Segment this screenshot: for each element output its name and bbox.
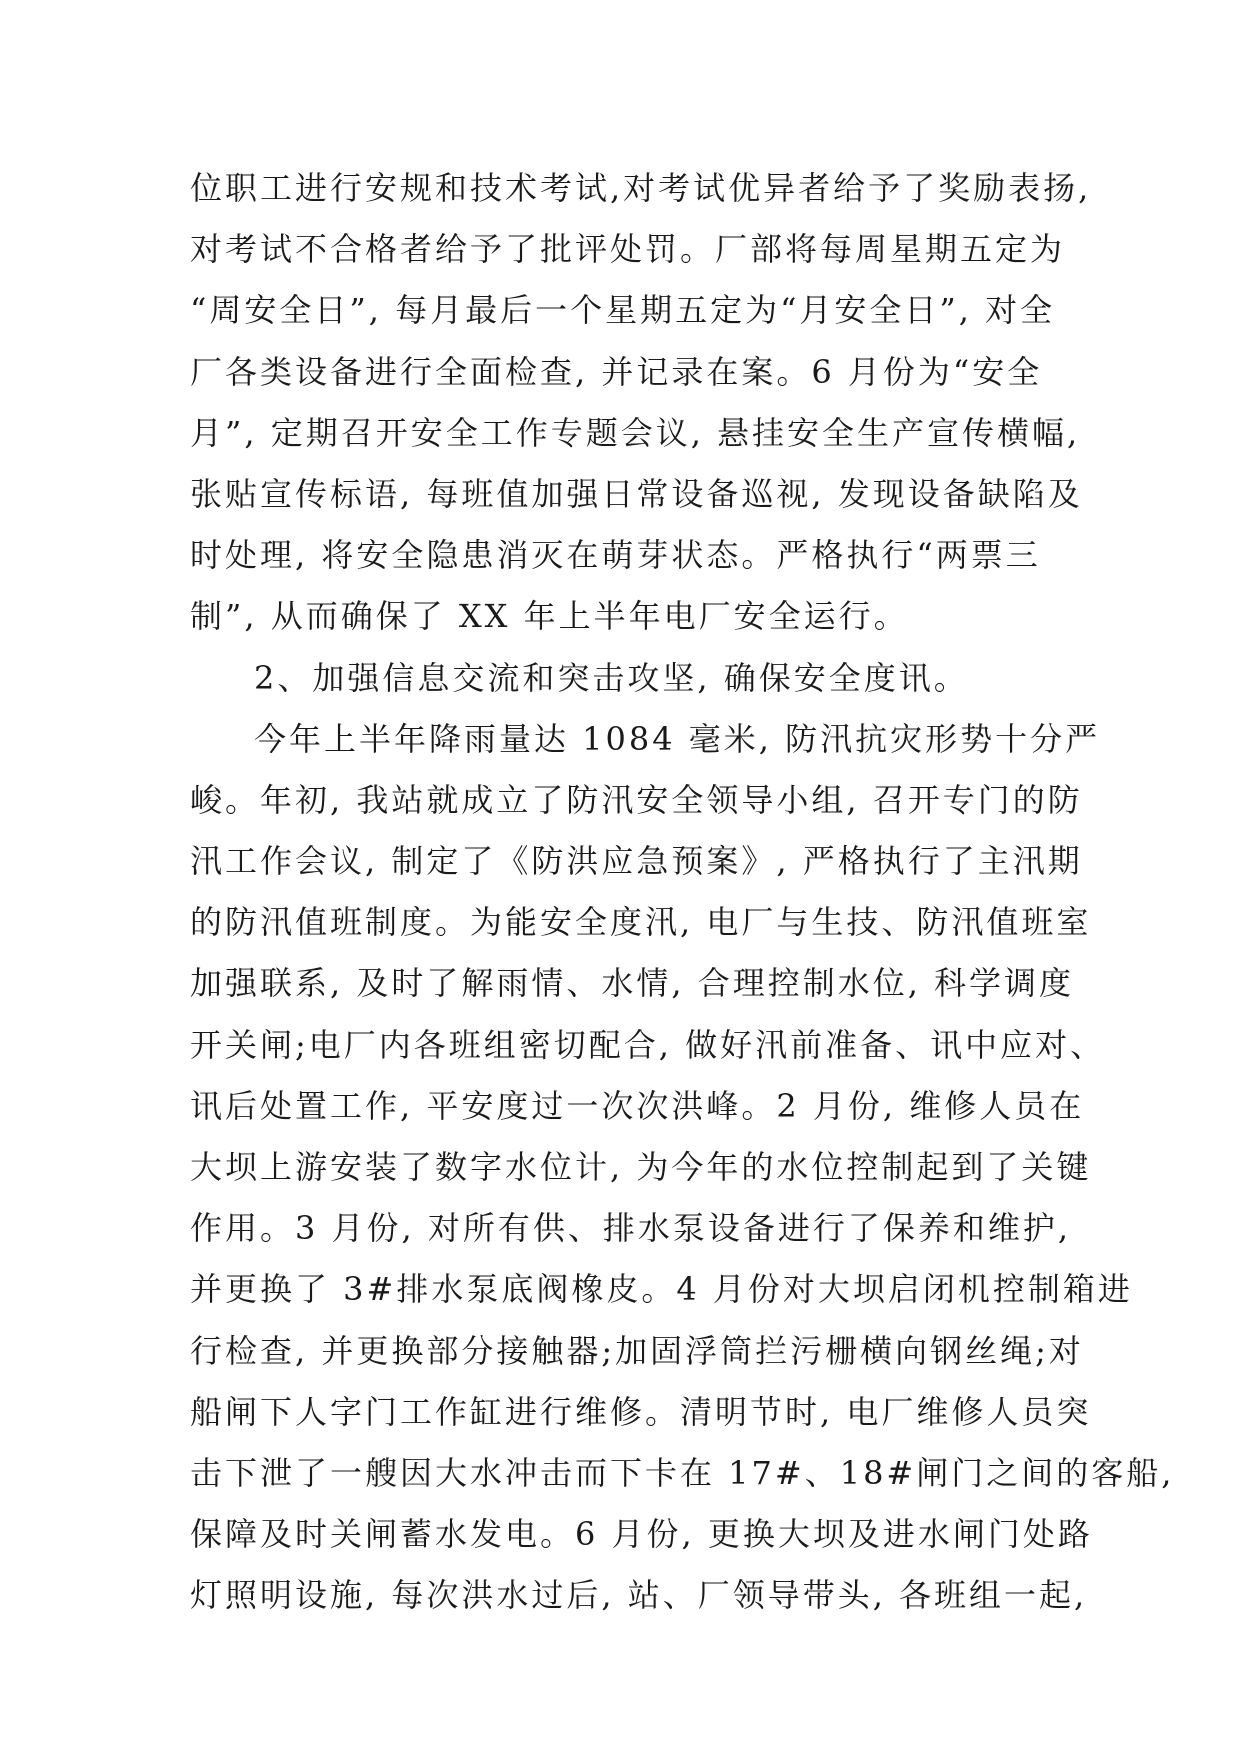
text-line: 位职工进行安规和技术考试,对考试优异者给予了奖励表扬, (190, 169, 1092, 207)
text-line: 并更换了 3#排水泵底阀橡皮。4 月份对大坝启闭机控制箱进 (190, 1270, 1133, 1309)
text-line: 月”, 定期召开安全工作专题会议, 悬挂安全生产宣传横幅, (190, 413, 1081, 452)
text-line: 行检查, 并更换部分接触器;加固浮筒拦污栅横向钢丝绳;对 (190, 1331, 1084, 1370)
text-line: 灯照明设施, 每次洪水过后, 站、厂领导带头, 各班组一起, (190, 1576, 1088, 1615)
text-line: 制”, 从而确保了 XX 年上半年电厂安全运行。 (190, 597, 909, 636)
text-line: 作用。3 月份, 对所有供、排水泵设备进行了保养和维护, (190, 1209, 1072, 1248)
text-line: 时处理, 将安全隐患消灭在萌芽状态。严格执行“两票三 (190, 536, 1041, 575)
text-line: “周安全日”, 每月最后一个星期五定为“月安全日”, 对全 (190, 291, 1056, 330)
text-line: 大坝上游安装了数字水位计, 为今年的水位控制起到了关键 (190, 1148, 1092, 1186)
body-text (190, 158, 1175, 1627)
paragraph-start: 今年上半年降雨量达 1084 毫米, 防汛抗灾形势十分严 (254, 719, 1101, 758)
text-line: 的防汛值班制度。为能安全度汛, 电厂与生技、防汛值班室 (190, 903, 1092, 942)
text-line: 讯后处置工作, 平安度过一次次洪峰。2 月份, 维修人员在 (190, 1086, 1085, 1125)
text-line: 开关闸;电厂内各班组密切配合, 做好汛前准备、讯中应对、 (190, 1025, 1106, 1064)
text-line: 厂各类设备进行全面检查, 并记录在案。6 月份为“安全 (190, 352, 1043, 391)
text-line: 汛工作会议, 制定了《防洪应急预案》, 严格执行了主汛期 (190, 842, 1083, 881)
text-line: 加强联系, 及时了解雨情、水情, 合理控制水位, 科学调度 (190, 964, 1075, 1003)
text-line: 对考试不合格者给予了批评处罚。厂部将每周星期五定为 (190, 230, 1066, 269)
section-heading: 2、加强信息交流和突击攻坚, 确保安全度讯。 (254, 658, 969, 697)
text-line: 船闸下人字门工作缸进行维修。清明节时, 电厂维修人员突 (190, 1392, 1092, 1431)
text-line: 保障及时关闸蓄水发电。6 月份, 更换大坝及进水闸门处路 (190, 1515, 1093, 1554)
text-line: 峻。年初, 我站就成立了防汛安全领导小组, 召开专门的防 (190, 780, 1083, 819)
text-line: 击下泄了一艘因大水冲击而下卡在 17#、18#闸门之间的客船, (190, 1453, 1175, 1492)
text-line: 张贴宣传标语, 每班值加强日常设备巡视, 发现设备缺陷及 (190, 474, 1083, 513)
